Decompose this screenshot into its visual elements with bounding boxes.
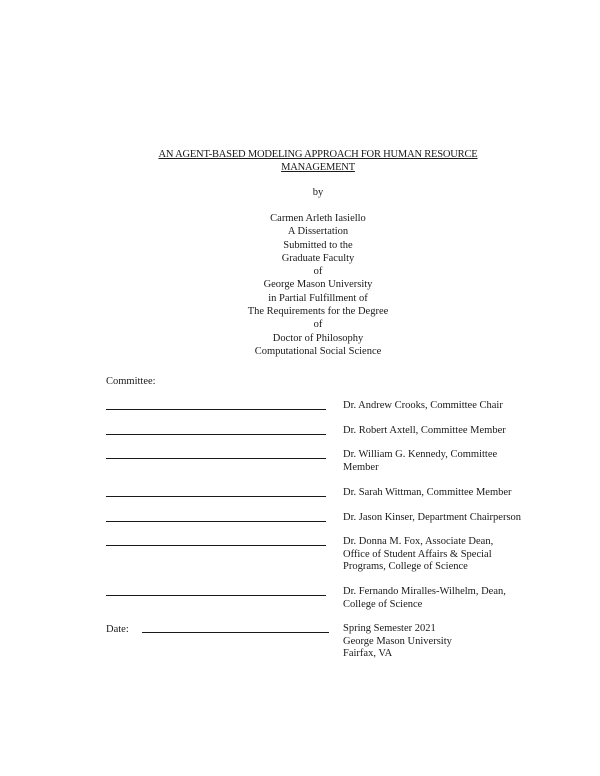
signature-line [106,521,326,522]
date-signature-line [142,632,329,633]
author-name: Carmen Arleth Iasiello [270,213,366,224]
committee-member-line: Dr. Fernando Miralles-Wilhelm, Dean, [343,586,506,597]
committee-member [343,512,523,525]
committee-member-line: Dr. Robert Axtell, Committee Member [343,425,506,436]
committee-member-line: Dr. Donna M. Fox, Associate Dean, [343,536,494,547]
author-line: Graduate Faculty [281,252,355,264]
by-line [110,186,526,199]
committee-member [343,487,523,500]
signature-line [106,458,326,459]
committee-member [343,425,523,438]
author-line: A Dissertation [287,226,349,238]
committee-member-line: Dr. Jason Kinser, Department Chairperson [343,512,522,523]
committee-member-line: Member [343,461,379,473]
author-line: of [313,266,323,278]
university-text: George Mason University [343,635,452,647]
author-line: of [313,319,323,331]
author-line: Submitted to the [283,239,353,251]
committee-label: Committee: [106,376,156,387]
university-name: George Mason University [263,279,373,291]
committee-member-line: Office of Student Affairs & Special [343,548,492,560]
committee-member-line: Dr. William G. Kennedy, Committee [343,449,498,460]
author-line: in Partial Fulfillment of [268,292,368,304]
committee-member-line: Programs, College of Science [343,561,468,573]
title-line-2: MANAGEMENT [281,162,355,173]
signature-line [106,496,326,497]
signature-line [106,434,326,435]
committee-member [343,536,523,574]
committee-member-line: Dr. Sarah Wittman, Committee Member [343,487,512,498]
semester-text: Spring Semester 2021 [343,623,436,634]
by-text: by [312,187,324,198]
location-text: Fairfax, VA [343,648,393,660]
signature-line [106,545,326,546]
author-line: The Requirements for the Degree [247,306,389,318]
committee-member-line: Dr. Andrew Crooks, Committee Chair [343,400,503,411]
dissertation-title [110,148,526,174]
date-label: Date: [106,624,129,635]
degree-name: Doctor of Philosophy [272,332,364,344]
committee-member [343,449,523,474]
signature-line [106,595,326,596]
program-name: Computational Social Science [254,345,382,357]
signature-line [106,409,326,410]
title-line-1: AN AGENT-BASED MODELING APPROACH FOR HUMAN RESOURCE [158,149,478,160]
committee-member [343,400,523,413]
date-block [343,623,523,661]
committee-member [343,586,523,611]
committee-member-line: College of Science [343,598,423,610]
author-block [110,212,526,358]
